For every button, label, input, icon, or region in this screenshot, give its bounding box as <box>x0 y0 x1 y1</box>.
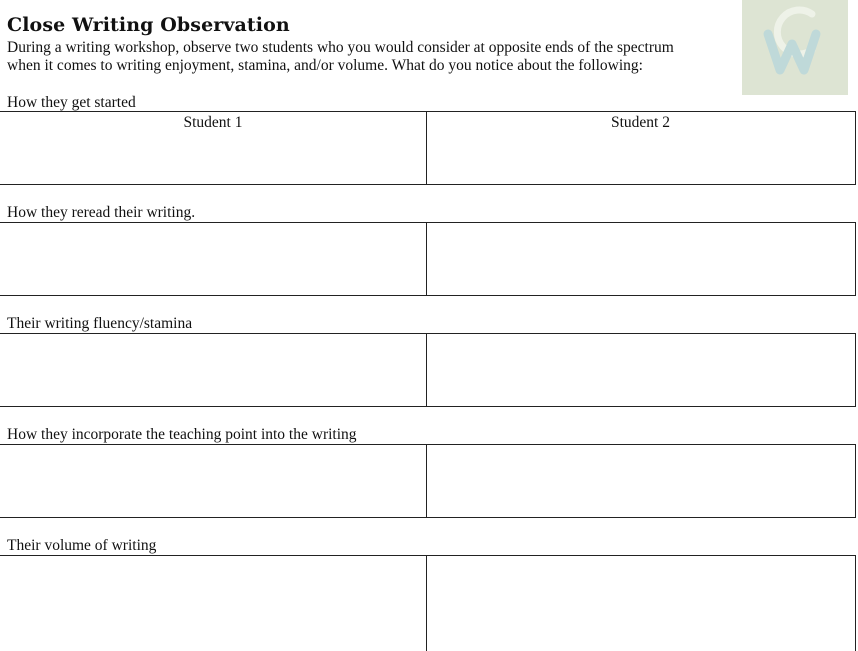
instructions-line: when it comes to writing enjoyment, stamina, and/or volume. What do you notice about the following: <box>7 57 643 74</box>
section-label-reread: How they reread their writing. <box>7 204 196 221</box>
instructions <box>7 39 737 75</box>
column-header-student-1: Student 1 <box>183 114 243 131</box>
column-header-student-2: Student 2 <box>611 114 670 131</box>
section-label-fluency: Their writing fluency/stamina <box>7 315 193 332</box>
observation-row-teaching-point <box>0 444 856 518</box>
observation-row-get-started <box>0 111 856 185</box>
column-divider <box>426 556 427 651</box>
column-divider <box>426 334 427 406</box>
cw-logo-icon <box>742 0 848 95</box>
observation-row-volume <box>0 555 856 651</box>
section-label-teaching-point: How they incorporate the teaching point into the writing <box>7 426 357 443</box>
instructions-line: During a writing workshop, observe two students who you would consider at opposite ends of the spectrum <box>7 39 674 56</box>
page-title: Close Writing Observation <box>7 14 290 36</box>
observation-row-reread <box>0 222 856 296</box>
section-label-get-started: How they get started <box>7 94 136 111</box>
section-label-volume: Their volume of writing <box>7 537 157 554</box>
column-divider <box>426 445 427 517</box>
observation-row-fluency <box>0 333 856 407</box>
column-divider <box>426 223 427 295</box>
